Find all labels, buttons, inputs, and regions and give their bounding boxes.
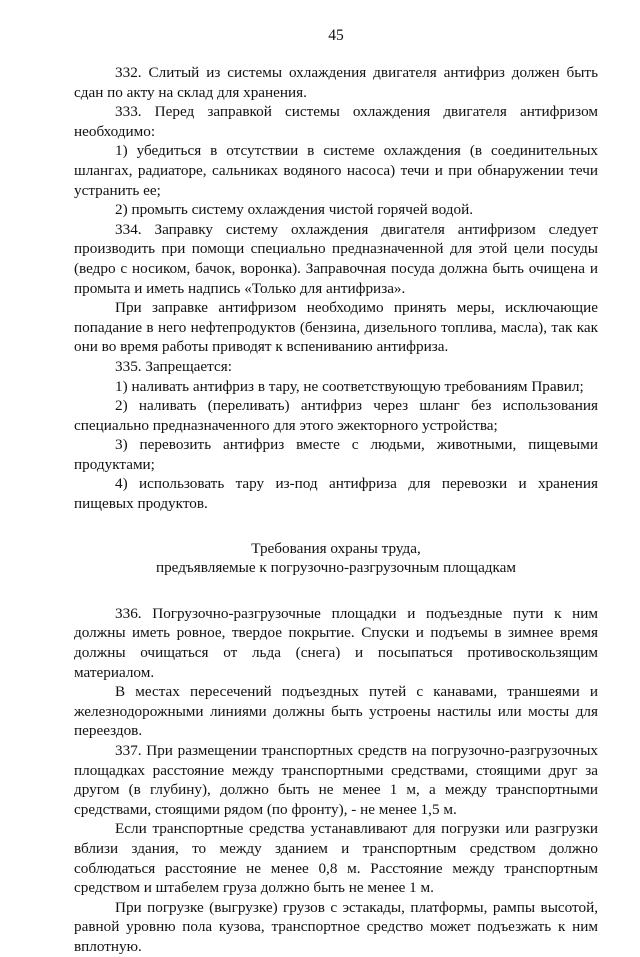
paragraph-335-item-3: 3) перевозить антифриз вместе с людьми, животными, пищевыми продуктами;: [74, 436, 598, 473]
paragraph-333-item-2: 2) промыть систему охлаждения чистой горячей водой.: [115, 201, 474, 219]
page-number: 45: [328, 27, 344, 44]
paragraph-332: 332. Слитый из системы охлаждения двигателя антифриз должен быть сдан по акту на склад для хранения.: [74, 64, 598, 101]
paragraph-335: 335. Запрещается:: [115, 357, 232, 375]
paragraph-334-continued: При заправке антифризом необходимо принять меры, исключающие попадание в него нефтепродуктов (бензина, дизельного топлива, масла), так как они во время работы приводят к вспениванию антифриза.: [74, 299, 598, 356]
section-heading-line-2: предъявляемые к погрузочно-разгрузочным площадкам: [155, 559, 517, 577]
paragraph-336-continued: В местах пересечений подъездных путей с канавами, траншеями и железнодорожными линиями должны быть устроены настилы или мосты для переездов.: [74, 683, 598, 740]
section-heading: [74, 539, 598, 578]
paragraph-336: 336. Погрузочно-разгрузочные площадки и подъездные пути к ним должны иметь ровное, твердое покрытие. Спуски и подъемы в зимнее время должны очищаться от льда (снега) и посыпаться противоскользящим материалом.: [74, 604, 598, 681]
paragraph-337-loading: При погрузке (выгрузке) грузов с эстакады, платформы, рампы высотой, равной уровню пола кузова, транспортное средство может подъезжать к ним вплотную.: [74, 898, 598, 955]
paragraph-337: 337. При размещении транспортных средств на погрузочно-разгрузочных площадках расстояние между транспортными средствами, стоящими друг за другом (в глубину), должно быть не менее 1 м, а между транспортными средствами, стоящими рядом (по фронту), - не менее 1,5 м.: [74, 742, 598, 818]
paragraph-333: 333. Перед заправкой системы охлаждения двигателя антифризом необходимо:: [74, 103, 598, 140]
paragraph-334: 334. Заправку систему охлаждения двигателя антифризом следует производить при помощи специально предназначенной для этой цели посуды (ведро с носиком, бачок, воронка). Заправочная посуда должна быть очищена и промыта и иметь надпись «Только для антифриза».: [74, 220, 598, 297]
paragraph-335-item-2: 2) наливать (переливать) антифриз через шланг без использования специально предназначенного для этого эжекторного устройства;: [74, 397, 598, 434]
paragraph-335-item-1: 1) наливать антифриз в тару, не соответствующую требованиям Правил;: [115, 377, 584, 395]
paragraph-337-continued: Если транспортные средства устанавливают для погрузки или разгрузки вблизи здания, то между зданием и транспортным средством должно соблюдаться расстояние не менее 0,8 м. Расстояние между транспортным средством и штабелем груза должно быть не менее 1 м.: [74, 820, 598, 897]
document-page: [74, 26, 598, 957]
section-loading-areas: [74, 604, 598, 957]
section-antifreeze: [74, 63, 598, 514]
section-heading-line-1: Требования охраны труда,: [251, 539, 421, 557]
paragraph-333-item-1: 1) убедиться в отсутствии в системе охлаждения (в соединительных шлангах, радиаторе, сальниках водяного насоса) течи и при обнаружении течи устранить ее;: [74, 142, 598, 199]
paragraph-335-item-4: 4) использовать тару из-под антифриза для перевозки и хранения пищевых продуктов.: [74, 475, 598, 513]
